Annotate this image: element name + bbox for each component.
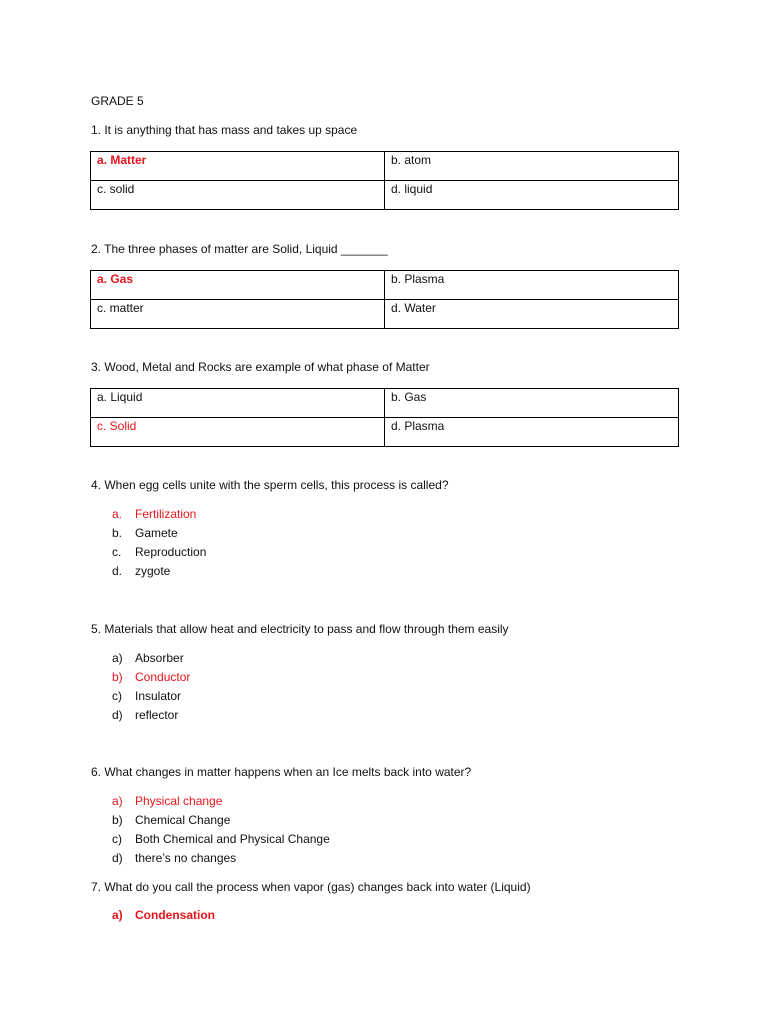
grade-heading: GRADE 5	[91, 94, 144, 108]
question-2: 2. The three phases of matter are Solid, Liquid _______	[91, 242, 388, 256]
list-item: a) Condensation	[112, 908, 215, 922]
q2-options-table	[90, 270, 679, 329]
list-item: a) Physical change	[112, 794, 223, 808]
question-4: 4. When egg cells unite with the sperm cells, this process is called?	[91, 478, 449, 492]
q1-option-b: b. atom	[385, 152, 679, 181]
q1-option-d: d. liquid	[385, 181, 679, 210]
list-item: b) Conductor	[112, 670, 191, 684]
q3-option-c: c. Solid	[91, 418, 385, 447]
q6-options-list	[112, 794, 330, 870]
q2-option-d: d. Water	[385, 300, 679, 329]
question-3: 3. Wood, Metal and Rocks are example of what phase of Matter	[91, 360, 430, 374]
list-item: a) Absorber	[112, 651, 184, 665]
list-item: d) reflector	[112, 708, 179, 722]
q4-options-list	[112, 507, 206, 583]
q1-options-table	[90, 151, 679, 210]
list-item: b) Chemical Change	[112, 813, 231, 827]
list-item: c) Insulator	[112, 689, 182, 703]
q7-options-list	[112, 908, 215, 927]
list-item: d. zygote	[112, 564, 171, 578]
list-item: b. Gamete	[112, 526, 178, 540]
q1-option-c: c. solid	[91, 181, 385, 210]
question-1: 1. It is anything that has mass and takes up space	[91, 123, 358, 137]
q3-options-table	[90, 388, 679, 447]
q2-option-c: c. matter	[91, 300, 385, 329]
list-item: c) Both Chemical and Physical Change	[112, 832, 330, 846]
q3-option-b: b. Gas	[385, 389, 679, 418]
q2-option-b: b. Plasma	[385, 271, 679, 300]
list-item: d) there’s no changes	[112, 851, 237, 865]
list-item: a. Fertilization	[112, 507, 197, 521]
q2-option-a: a. Gas	[91, 271, 385, 300]
q1-option-a: a. Matter	[91, 152, 385, 181]
question-5: 5. Materials that allow heat and electricity to pass and flow through them easily	[91, 622, 509, 636]
q5-options-list	[112, 651, 190, 727]
list-item: c. Reproduction	[112, 545, 207, 559]
q3-option-a: a. Liquid	[91, 389, 385, 418]
question-7: 7. What do you call the process when vapor (gas) changes back into water (Liquid)	[91, 880, 531, 894]
question-6: 6. What changes in matter happens when an Ice melts back into water?	[91, 765, 472, 779]
q3-option-d: d. Plasma	[385, 418, 679, 447]
